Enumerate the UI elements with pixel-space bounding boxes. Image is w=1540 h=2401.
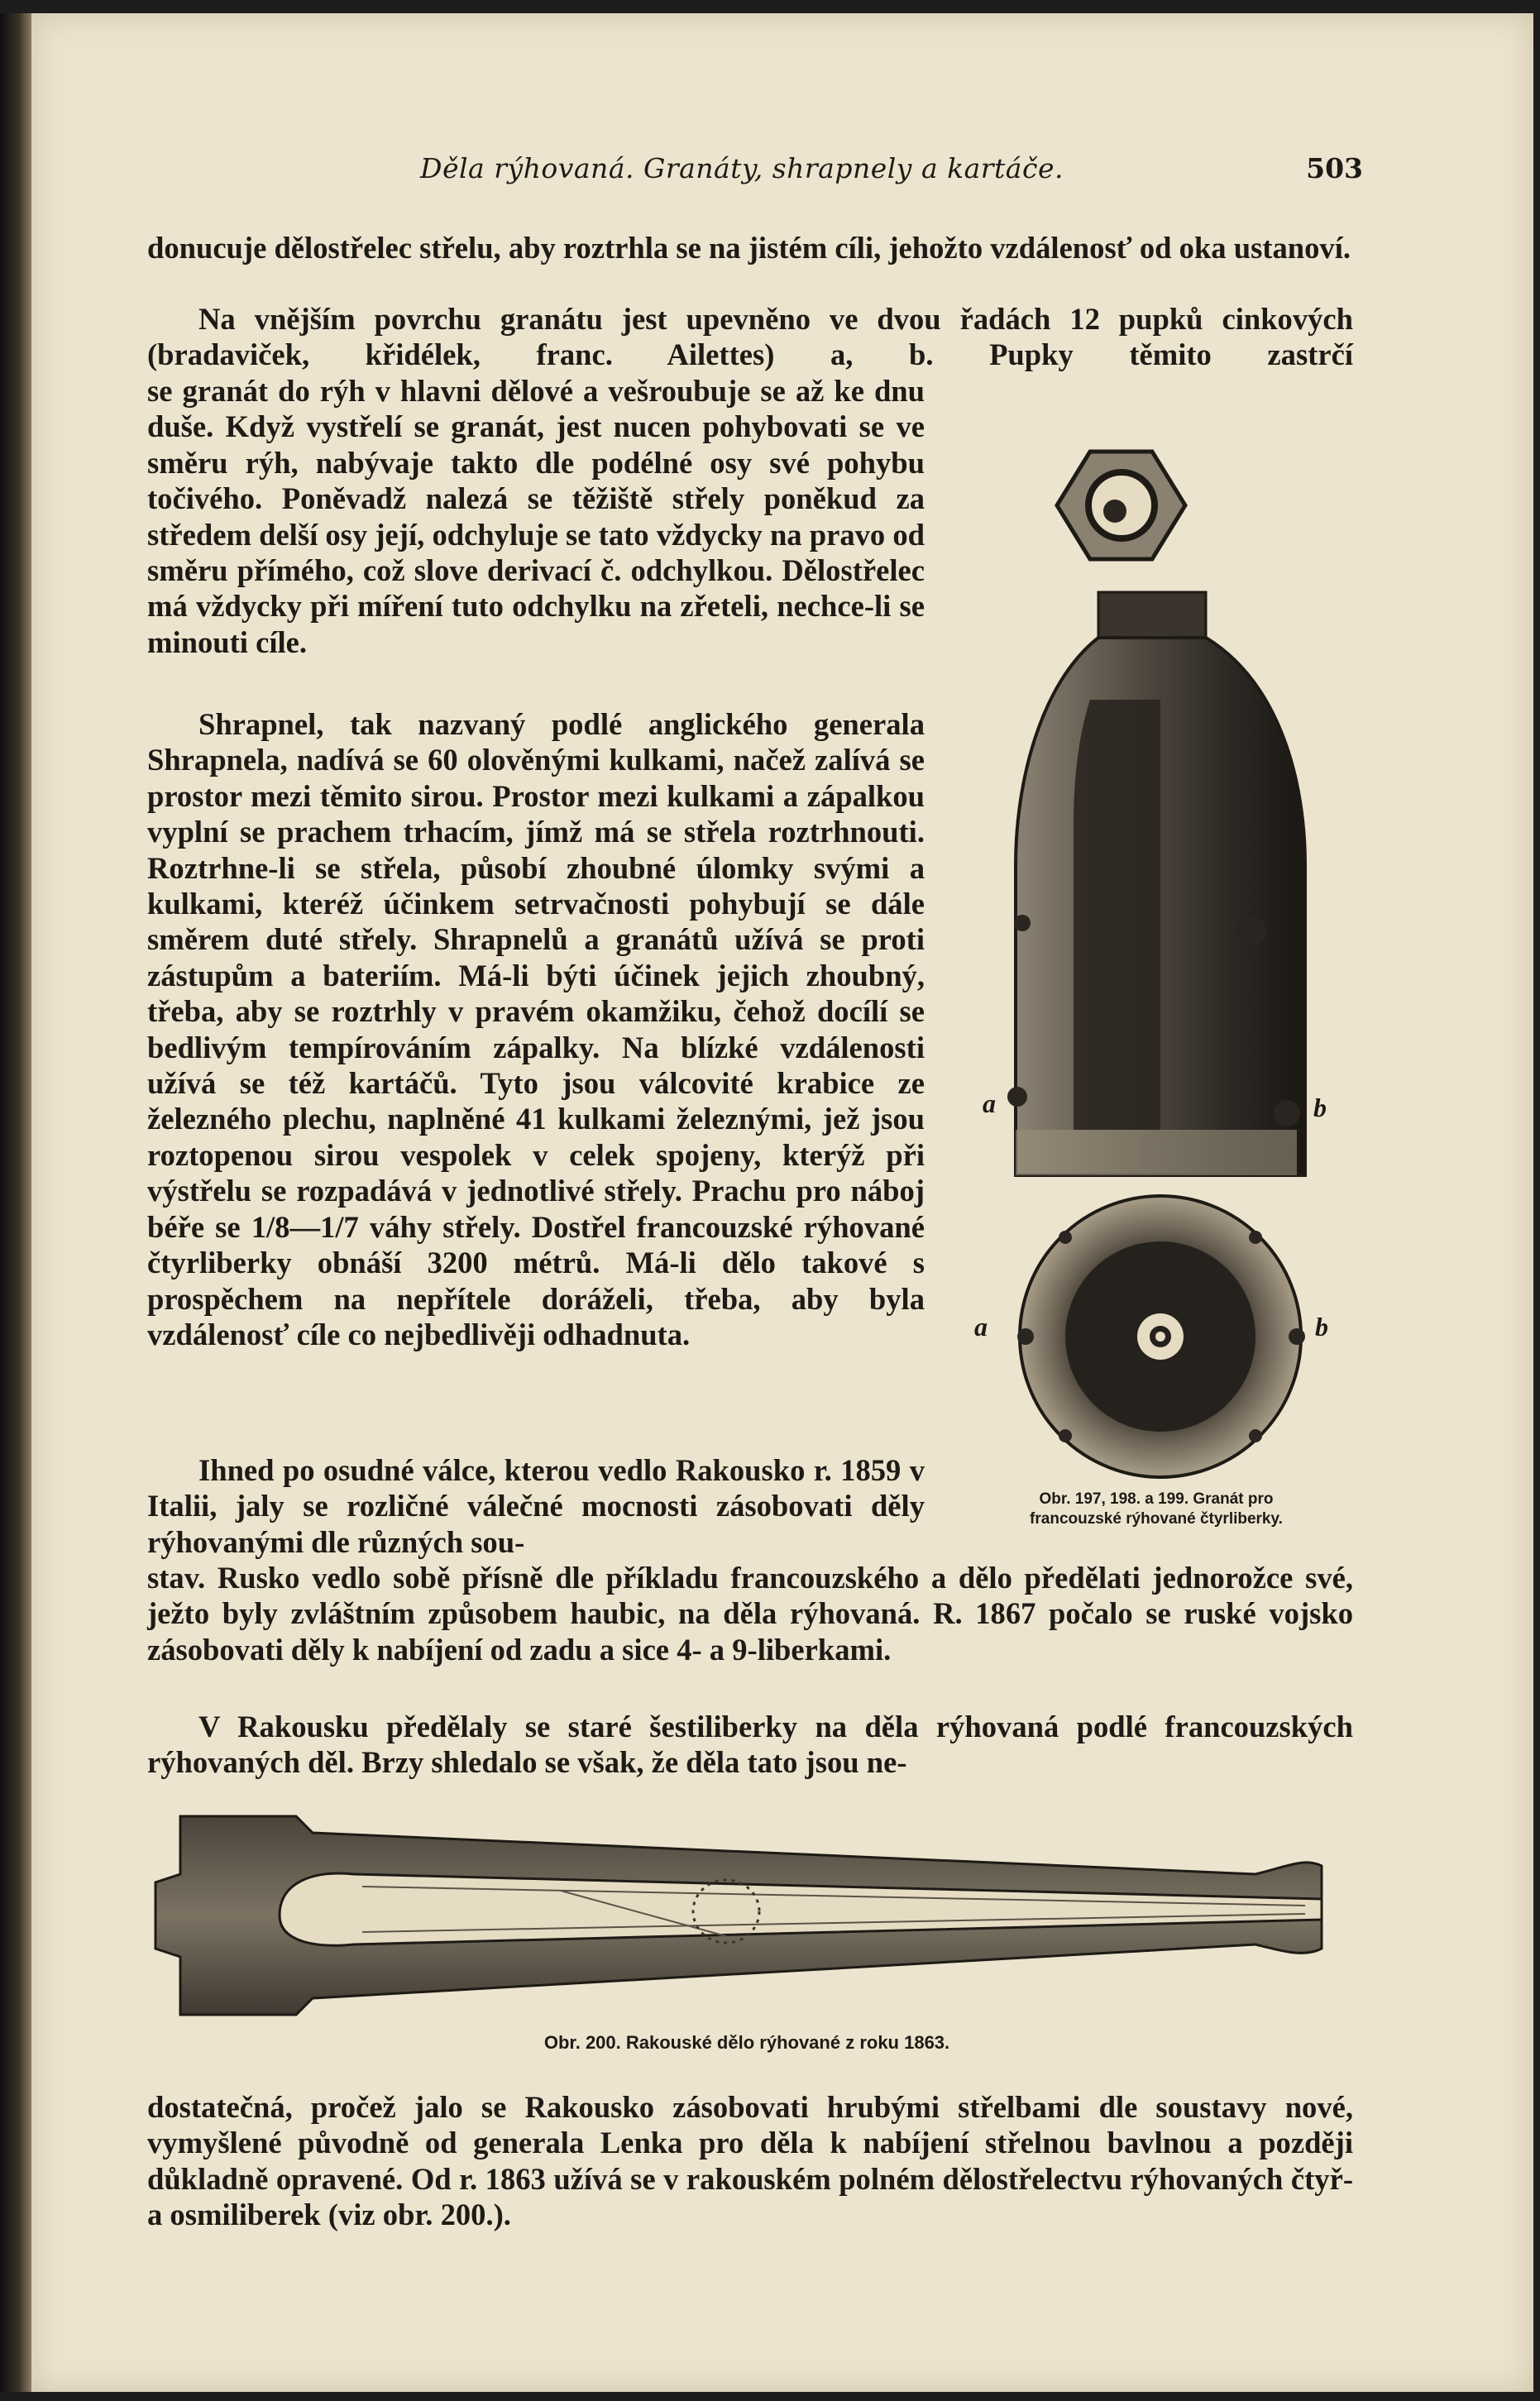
shell-base-view (1017, 1196, 1305, 1477)
paragraph-6: dostatečná, pročež jalo se Rakousko zásobovati hrubými střelbami dle soustavy nové, vymyšlené původně od generala Lenka pro děla k nabíjení střelnou bavlnou a později důkladně opravené. Od r. 1863 užívá se v rakouském polném dělostřelectvu rýhovaných čtyř- a osmiliberek (viz obr. 200.). (147, 2090, 1353, 2232)
paragraph-2-narrow: se granát do rýh v hlavni dělové a vešroubuje se až ke dnu duše. Když vystřelí se granát, jest nucen pohybovati se ve směru rýh, nabývaje takto dle podélné osy své pohybu točivého. Poněvadž nalezá se těžiště střely poněkud za středem delší osy její, odchyluje se tato vždycky na pravo od směru přímého, což slove derivací č. odchylkou. Dělostřelec má vždycky při míření tuto odchylku na zřeteli, nechce-li se minouti cíle. (147, 374, 925, 659)
shell-caption (958, 1490, 1355, 1529)
paragraph-3: Shrapnel, tak nazvaný podlé anglického generala Shrapnela, nadívá se 60 olověnými kulkami, načež zalívá se prostor mezi těmito sirou. Prostor mezi kulkami a zápalkou vyplní se prachem trhacím, jímž má se střela roztrhnouti. Roztrhne-li se střela, působí zhoubné úlomky svými a kulkami, kteréž účinkem setrvačnosti pohybují se dále směrem duté střely. Shrapnelů a granátů užívá se proti zástupům a bateriím. Má-li býti účinek jejich zhoubný, třeba, aby se roztrhly v pravém okamžiku, čehož docílí se bedlivým tempírováním zápalky. Na blízké vzdálenosti užívá se též kartáčů. Tyto jsou válcovité krabice ze železného plechu, naplněné 41 kulkami železnými, jež jsou roztopenou sirou vespolek v celek spojeny, kterýž při výstřelu se rozpadává v jednotlivé střely. Prachu pro náboj béře se 1/8—1/7 váhy střely. Dostřel francouzské rýhované čtyrliberky obnáší 3200 métrů. Má-li dělo takové s prospěchem na nepřítele doráželi, třeba, aby byla vzdálenosť cíle co nejbedlivěji odhadnuta. (147, 707, 925, 1351)
shell-caption-line-2: francouzské rýhované čtyrliberky. (1030, 1510, 1283, 1528)
paragraph-4-wide: stav. Rusko vedlo sobě přísně dle příkladu francouzského a dělo předělati jednorožce své, ježto byly zvláštním způsobem haubic, na děla rýhovaná. R. 1867 počalo se ruské vojsko zásobovati děly k nabíjení od zadu a sice 4- a 9-liberkami. (147, 1561, 1353, 1667)
base-label-a: a (974, 1312, 988, 1342)
page-header (420, 152, 1363, 194)
page-number: 503 (1306, 152, 1363, 184)
paragraph-4-narrow: Ihned po osudné válce, kterou vedlo Rakousko r. 1859 v Italii, jaly se rozličné válečné mocnosti zásobovati děly rýhovanými dle různých sou- (147, 1453, 925, 1559)
paragraph-5: V Rakousku předělaly se staré šestiliberky na děla rýhovaná podlé francouzských rýhovaných děl. Brzy shledalo se však, že děla tato jsou ne- (147, 1710, 1353, 1780)
figure-cannon (147, 1808, 1346, 2073)
shell-side-view (1007, 592, 1305, 1175)
shell-illustration (958, 435, 1355, 1469)
shell-label-a: a (983, 1088, 996, 1118)
shell-top-view (1057, 452, 1185, 559)
running-head: Děla rýhovaná. Granáty, shrapnely a kartáče. (420, 152, 1064, 184)
base-label-b: b (1315, 1312, 1328, 1342)
book-spine (0, 13, 31, 2392)
paragraph-2-wide: Na vnějším povrchu granátu jest upevněno ve dvou řadách 12 pupků cinkových (bradaviček, křidélek, franc. Ailettes) a, b. Pupky těmito zastrčí (147, 302, 1353, 372)
book-page (31, 13, 1533, 2392)
cannon-caption: Obr. 200. Rakouské dělo rýhované z roku 1863. (543, 2032, 950, 2053)
figure-shell (958, 435, 1355, 1535)
cannon-illustration (147, 1808, 1346, 2023)
shell-label-b: b (1313, 1093, 1327, 1122)
shell-caption-line-1: Obr. 197, 198. a 199. Granát pro (1039, 1490, 1274, 1508)
paragraph-1: donucuje dělostřelec střelu, aby roztrhla se na jistém cíli, jehožto vzdálenosť od oka ustanoví. (147, 231, 1351, 265)
